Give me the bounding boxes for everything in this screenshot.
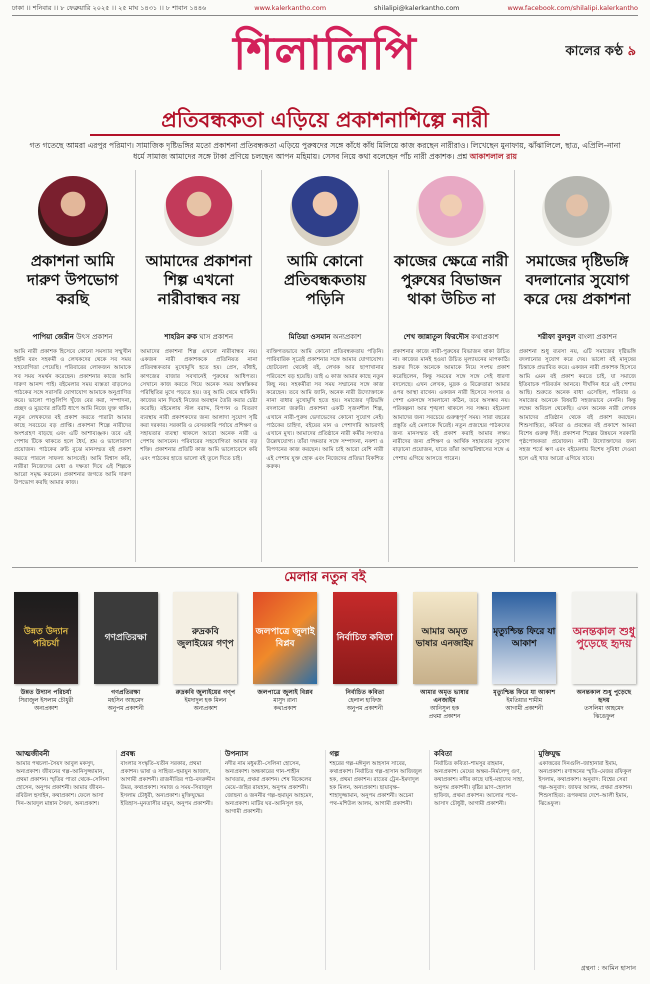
website-link[interactable]: www.kalerkantho.com	[254, 4, 327, 12]
book-list-column	[117, 750, 222, 970]
profile-column	[10, 170, 136, 562]
book-cover: রুদ্রকবি জুলাইয়ের গণ্প	[173, 592, 237, 684]
book-title: অনন্তকাল শুধু পুড়েছে হৃদয়	[576, 689, 632, 704]
profile-quote: আমাদের প্রকাশনা শিল্প এখনো নারীবান্ধব নয়	[145, 252, 252, 308]
book-caption	[173, 689, 237, 713]
category-list: শহরের গল্প–মঈনুল আহসান সাবের, কথাপ্রকাশ। নির্বাচিত গল্প–হাসান আজিজুল হক, প্রথমা প্রকাশন। রাতের ট্রেন–ইমদাদুল হক মিলন, অন্যপ্রকাশ। ছায়াবৃক্ষ–শাহাদুজ্জামান, অনুপম প্রকাশনী। অচেনা পথ–মশিউল আলম, আগামী প্রকাশনী।	[329, 761, 422, 807]
section-title: শিলালিপি	[233, 26, 417, 80]
book-caption	[253, 689, 317, 713]
book-publisher: অনুপম প্রকাশনী	[107, 706, 144, 712]
book-title: গণপ্রতিরক্ষা	[111, 689, 141, 696]
book-cover: জলপাত্রে জুলাই বিপ্লব	[253, 592, 317, 684]
book-title: জলপাত্রে জুলাই বিপ্লব	[257, 689, 313, 696]
book-caption	[492, 689, 556, 713]
book-publisher: ঝিঙেফুল	[593, 714, 615, 720]
book-title: উন্নত উদ্যান পরিচর্যা	[20, 689, 72, 696]
profile-body: আমাদের প্রকাশনা শিল্প এখনো নারীবান্ধব নয়। একজন নারী প্রকাশককে প্রতিনিয়ত নানা প্রতিবন্ধকতার মুখোমুখি হতে হয়। প্রেস, বাঁধাই, কাগজের বাজার সবখানেই পুরুষের আধিপত্য। সেখানে কাজ করতে গিয়ে অনেক সময় অস্বস্তিকর পরিস্থিতির মুখে পড়তে হয়। তবু আমি থেমে থাকিনি। কাজের মান দিয়েই নিজের অবস্থান তৈরি করার চেষ্টা করেছি। বইমেলায় স্টল বরাদ্দ, বিপণন ও বিতরণ ব্যবস্থায় নারী প্রকাশকদের জন্য আলাদা সুযোগ সৃষ্টি করা দরকার। সরকারি ও বেসরকারি পর্যায়ে প্রশিক্ষণ ও সহায়তার ব্যবস্থা থাকলে আরো অনেক নারী এ পেশায় আসবেন। পরিবারের সহযোগিতা আমার বড় শক্তি। প্রকাশনার প্রতিটি কাজ আমি ভালোবেসে করি এবং পাঠকের হাতে ভালো বই তুলে দিতে চাই।	[140, 349, 258, 462]
main-headline: প্রতিবন্ধকতা এড়িয়ে প্রকাশনাশিল্পে নারী	[161, 107, 489, 132]
book-author: হেলাল হাফিজ	[348, 698, 382, 704]
fair-title-text: মেলার নতুন বই	[274, 570, 375, 585]
profile-body: প্রকাশনার কাজে নারী-পুরুষের বিভাজন থাকা উচিত না। কাজের মানই হওয়া উচিত মূল্যায়নের মাপকাঠি। শুরুর দিকে অনেকে আমাকে নিয়ে সংশয় প্রকাশ করেছিলেন, কিন্তু সময়ের সঙ্গে সঙ্গে সেই ধারণা বদলেছে। এখন লেখক, মুদ্রক ও বিক্রেতারা আমার ওপর আস্থা রাখেন। একজন নারী হিসেবে সংসার ও পেশা একসঙ্গে সামলানো কঠিন, তবে অসম্ভব নয়। পরিকল্পনা আর শৃঙ্খলা থাকলে সব সম্ভব। বইমেলা আমাদের জন্য সবচেয়ে গুরুত্বপূর্ণ সময়। সারা বছরের প্রস্তুতি এই মেলাকে ঘিরেই। নতুন প্রজন্মের পাঠকদের জন্য মানসম্মত বই প্রকাশ করাই আমার লক্ষ্য। নারীদের জন্য প্রশিক্ষণ ও আর্থিক সহায়তার সুযোগ বাড়ানো প্রয়োজন, যাতে তাঁরা আত্মবিশ্বাসের সঙ্গে এ পেশায় এগিয়ে আসতে পারেন।	[392, 349, 510, 462]
profile-columns	[10, 170, 640, 562]
category-heading: উপন্যাস	[225, 750, 249, 758]
profile-name	[266, 331, 383, 343]
book-list-column	[430, 750, 535, 970]
profile-name	[140, 331, 257, 343]
book-list-column	[221, 750, 326, 970]
book-title: রুদ্রকবি জুলাইয়ের গণ্প	[175, 689, 236, 696]
book-caption	[413, 689, 477, 721]
category-heading: গল্প	[329, 750, 340, 758]
book-list-column	[535, 750, 639, 970]
book-author: আনিসুল হক	[430, 706, 459, 712]
book-author: তসলিমা আহমেদ	[584, 706, 624, 712]
profile-body: আমি নারী প্রকাশক হিসেবে কোনো সমস্যার সম্মুখীন হইনি বরং সহকর্মী ও লেখকদের থেকে সব সময় সহযোগিতা পেয়েছি। পরিবারের লোকজন আমাকে সব সময় সমর্থন করেছেন। প্রকাশনার কাজে আমি দারুণ আনন্দ পাই। বইমেলার সময় ব্যস্ততা বাড়লেও পাঠকের সঙ্গে সরাসরি যোগাযোগ আমাকে অনুপ্রাণিত করে। ভালো পাণ্ডুলিপি খুঁজে বের করা, সম্পাদনা, প্রচ্ছদ ও মুদ্রণের প্রতিটি ধাপে আমি নিজে যুক্ত থাকি। নতুন লেখকদের বই প্রকাশ করতে পারাটা আমার কাছে সবচেয়ে বড় প্রাপ্তি। প্রকাশনা শিল্পে নারীদের অংশগ্রহণ বাড়ছে এবং এটি আশাব্যঞ্জক। তবে এই পেশায় টিকে থাকতে হলে ধৈর্য, শ্রম ও ভালোবাসা প্রয়োজন। পাঠকের রুচি বুঝে মানসম্মত বই প্রকাশ করতে পারলে সাফল্য আসবেই। আমি বিশ্বাস করি, নারীরা নিজেদের মেধা ও দক্ষতা দিয়ে এই শিল্পকে আরো সমৃদ্ধ করবেন। প্রকাশনার জগতে আমি দারুণ উপভোগ করছি আমার কাজ।	[14, 349, 132, 487]
profile-quote: প্রকাশনা আমি দারুণ উপভোগ করছি	[26, 252, 119, 308]
book-publisher: অনুপম প্রকাশনী	[346, 706, 383, 712]
profile-name	[519, 331, 636, 343]
profile-name	[14, 331, 131, 343]
book-title: আমার অমৃত ভাষার এনজাইম	[420, 689, 469, 704]
profile-column	[262, 170, 388, 562]
publisher-name: পাপিয়া জেরীন	[32, 333, 74, 341]
book-list-column	[12, 750, 117, 970]
book-caption	[333, 689, 397, 713]
category-list: নদীর নাম মধুমতী–সেলিনা হোসেন, অন্যপ্রকাশ। অন্ধকারের গান–শাহীন আখতার, প্রথমা প্রকাশন। শেষ বিকেলের মেয়ে–জহির রায়হান, অনুপম প্রকাশনী। জোছনা ও জননীর গল্প–হুমায়ূন আহমেদ, অন্যপ্রকাশ। মাটির ঘর–আনিসুল হক, আগামী প্রকাশনী।	[225, 761, 314, 815]
profile-quote: সমাজের দৃষ্টিভঙ্গি বদলানোর সুযোগ করে দেয় প্রকাশনা	[524, 252, 631, 308]
intro-text: গত গতেছে আমরা এরপুর পরিমাণ। সামাজিক দৃষ্টিভঙ্গির মতো প্রকাশনা প্রতিবন্ধকতা এড়িয়ে পুরুষদের সঙ্গে কাঁধে কাঁধ মিলিয়ে কাজ করছেন নারীরাও। লিখেছেন মুনাফায়, ঝাঁঝালিলে, ছাত্র, এপ্রিলি–নানা ধর্মে সামাজ আমাদের সঙ্গে টাকা প্রণিয়ে চলছেন আপন মহিমায়। সেসব নিয়ে কথা বলেছেন পাঁচ নারী প্রকাশক। প্রশ্ন	[29, 141, 621, 161]
portrait-photo	[164, 176, 234, 246]
book-author: মাসুদ রানা	[273, 698, 297, 704]
book-item[interactable]	[14, 592, 78, 730]
book-cover: নির্বাচিত কবিতা	[333, 592, 397, 684]
book-list-columns	[12, 750, 638, 970]
book-publisher: আগামী প্রকাশনী	[505, 706, 543, 712]
book-caption	[14, 689, 78, 713]
book-cover: গণপ্রতিরক্ষা	[94, 592, 158, 684]
publisher-role: ঘাস প্রকাশন	[199, 333, 234, 341]
book-caption	[94, 689, 158, 713]
profile-body: ব্যক্তিগতভাবে আমি কোনো প্রতিবন্ধকতায় পড়িনি। পারিবারিক সূত্রেই প্রকাশনার সঙ্গে আমার যোগাযোগ। ছোটবেলা থেকেই বই, লেখক আর ছাপাখানার পরিবেশে বড় হয়েছি। তাই এ কাজ আমার কাছে নতুন কিছু নয়। সহকর্মীরা সব সময় সম্মানের সঙ্গে কাজ করেছেন। তবে আমি জানি, অনেক নারী উদ্যোক্তাকে নানা বাধার মুখোমুখি হতে হয়। সমাজের দৃষ্টিভঙ্গি বদলানো জরুরি। প্রকাশনা একটি সৃজনশীল শিল্প, এখানে নারী-পুরুষ ভেদাভেদের কোনো সুযোগ নেই। পাঠকের চাহিদা, বইয়ের মান ও পেশাদারি আচরণই এখানে মুখ্য। আমাদের প্রতিষ্ঠানে নারী কর্মীর সংখ্যাও উল্লেখযোগ্য। তাঁরা দক্ষতার সঙ্গে সম্পাদনা, নকশা ও বিপণনের কাজ করছেন। আমি চাই আরো বেশি নারী এই পেশায় যুক্ত হোক এবং নিজেদের প্রতিভা বিকশিত করুক।	[266, 349, 384, 470]
page-number: ৯	[627, 44, 636, 59]
book-publisher: অন্যপ্রকাশ	[193, 706, 218, 712]
book-title: নির্বাচিত কবিতা	[345, 689, 385, 696]
top-bar	[12, 2, 638, 14]
newspaper-brand	[565, 42, 636, 63]
compiler-credit: গ্রন্থনা : আমিন হাসান	[580, 964, 636, 972]
book-cover: আমার অমৃত ভাষার এনজাইম	[413, 592, 477, 684]
publisher-name: শরীফা বুলবুল	[537, 333, 576, 341]
book-author: ইমতিয়ার শামীম	[506, 698, 542, 704]
profile-quote: আমি কোনো প্রতিবন্ধকতায় পড়িনি	[284, 252, 366, 308]
category-list: নির্বাচিত কবিতা–শামসুর রাহমান, অন্যপ্রকাশ। মেঘের অক্ষর–নির্মলেন্দু গুণ, কথাপ্রকাশ। নদীর কাছে যাই–মহাদেব সাহা, অনুপম প্রকাশনী। বৃষ্টির ঘ্রাণ–হেলাল হাফিজ, প্রথমা প্রকাশন। আলোর পথে–আসাদ চৌধুরী, আগামী প্রকাশনী।	[434, 761, 525, 807]
book-item[interactable]	[333, 592, 397, 730]
top-rule	[12, 15, 638, 16]
category-heading: প্রবন্ধ	[120, 750, 136, 758]
book-title: মৃত্যুশ্চিন্ত ফিরে যা আকাশ	[493, 689, 556, 696]
profile-column	[515, 170, 640, 562]
book-cover: মৃত্যুশ্চিন্ত ফিরে যা আকাশ	[492, 592, 556, 684]
book-publisher: কথাপ্রকাশ	[273, 706, 297, 712]
portrait-photo	[290, 176, 360, 246]
portrait-photo	[416, 176, 486, 246]
byline: আকাশলাল রায়	[469, 152, 517, 161]
book-item[interactable]	[492, 592, 556, 730]
headline-rule	[90, 134, 560, 136]
book-author: সিরাজুল ইসলাম চৌধুরী	[18, 698, 74, 704]
portrait-photo	[542, 176, 612, 246]
book-cover: অনন্তকাল শুধু পুড়েছে হৃদয়	[572, 592, 636, 684]
category-list: একাত্তরের দিনগুলি–জাহানারা ইমাম, অন্যপ্রকাশ। রণাঙ্গনের স্মৃতি–মেজর রফিকুল ইসলাম, কথাপ্রকাশ। অনুবাদ: বিশ্বের সেরা গল্প–অনুবাদ: জাফর আলম, প্রথমা প্রকাশন। শিশুসাহিত্য: রূপকথার দেশে–আলী ইমাম, ঝিঙেফুল।	[538, 761, 633, 807]
book-item[interactable]	[94, 592, 158, 730]
book-item[interactable]	[572, 592, 636, 730]
book-item[interactable]	[173, 592, 237, 730]
category-list: বাংলার সংস্কৃতি–যতীন সরকার, প্রথমা প্রকাশন। ভাষা ও সাহিত্য–হুমায়ুন আজাদ, আগামী প্রকাশনী। রাজনীতির পাঠ–বদরুদ্দীন উমর, কথাপ্রকাশ। সমাজ ও সময়–সিরাজুল ইসলাম চৌধুরী, অন্যপ্রকাশ। মুক্তিযুদ্ধের ইতিহাস–মুনতাসীর মামুন, অনুপম প্রকাশনী।	[120, 761, 215, 807]
book-item[interactable]	[413, 592, 477, 730]
publisher-role: বাংলা প্রকাশন	[577, 333, 617, 341]
publisher-name: শাহরিন রুক	[164, 333, 198, 341]
book-caption	[572, 689, 636, 721]
masthead	[0, 18, 650, 88]
publisher-role: উৎস প্রকাশন	[76, 333, 113, 341]
email-link[interactable]: shilalipi@kalerkantho.com	[374, 4, 460, 12]
book-author: ইমদাদুল হক মিলন	[184, 698, 227, 704]
book-row	[14, 592, 636, 730]
book-item[interactable]	[253, 592, 317, 730]
fair-section-title	[0, 568, 650, 589]
publisher-name: শেখ জান্নাতুল ফিরদৌস	[403, 333, 469, 341]
facebook-link[interactable]: www.facebook.com/shilalipi.kalerkantho	[507, 4, 638, 12]
brand-name: কালের কণ্ঠ	[565, 44, 624, 59]
profile-quote: কাজের ক্ষেত্রে নারী পুরুষের বিভাজন থাকা উচিত না	[394, 252, 509, 308]
profile-name	[393, 331, 510, 343]
publisher-role: কথাপ্রকাশ	[471, 333, 499, 341]
category-list: আমার পথচলা–সৈয়দ আবুল মকসুদ, অন্যপ্রকাশ। জীবনের গল্প–আনিসুজ্জামান, প্রথমা প্রকাশন। স্মৃতির পাতা থেকে–সেলিনা হোসেন, অনুপম প্রকাশনী। আমার জীবন–রবিউল হুসাইন, কথাপ্রকাশ। ফেলে আসা দিন–আবদুল মান্নান সৈয়দ, অন্যপ্রকাশ।	[16, 761, 110, 807]
date-line: ঢাকা ।। শনিবার ।। ৮ ফেব্রুয়ারি ২০২৫ ।। ২৫ মাঘ ১৪৩১ ।। ৮ শাবান ১৪৪৬	[12, 3, 207, 12]
portrait-photo	[38, 176, 108, 246]
book-publisher: অন্যপ্রকাশ	[34, 706, 58, 712]
profile-body: প্রকাশনা শুধু ব্যবসা নয়, এটি সমাজের দৃষ্টিভঙ্গি বদলানোর সুযোগ করে দেয়। ভালো বই মানুষের চিন্তাকে প্রভাবিত করে। একজন নারী প্রকাশক হিসেবে আমি এমন বই প্রকাশ করতে চাই, যা সমাজে ইতিবাচক পরিবর্তন আনবে। দীর্ঘদিন ধরে এই পেশায় আছি। শুরুতে অনেক বাধা এসেছিল, পরিবার ও সমাজের অনেকে বিষয়টি সহজভাবে নেননি। কিন্তু লক্ষ্যে অবিচল থেকেছি। এখন অনেক নারী লেখক আমাদের প্রতিষ্ঠান থেকে বই প্রকাশ করছেন। শিশুসাহিত্য, কবিতা ও প্রবন্ধের বই প্রকাশে আমরা বিশেষ গুরুত্ব দিই। প্রকাশনা শিল্পের উন্নয়নে সরকারি পৃষ্ঠপোষকতা প্রয়োজন। নারী উদ্যোক্তাদের জন্য সহজ শর্তে ঋণ এবং বইমেলায় বিশেষ সুবিধা দেওয়া হলে এই খাত আরো এগিয়ে যাবে।	[518, 349, 637, 462]
book-cover: উন্নত উদ্যান পরিচর্যা	[14, 592, 78, 684]
book-author: মহসিন আহমেদ	[107, 698, 144, 704]
intro-paragraph	[24, 140, 626, 162]
book-publisher: প্রথমা প্রকাশন	[428, 714, 461, 720]
category-heading: কবিতা	[434, 750, 453, 758]
publisher-name: মিতিয়া ওসমান	[288, 333, 331, 341]
category-heading: আত্মজীবনী	[16, 750, 50, 758]
profile-column	[136, 170, 262, 562]
book-list-column	[326, 750, 431, 970]
profile-column	[389, 170, 515, 562]
category-heading: মুক্তিযুদ্ধ	[538, 750, 561, 758]
publisher-role: অন্যপ্রকাশ	[332, 333, 362, 341]
